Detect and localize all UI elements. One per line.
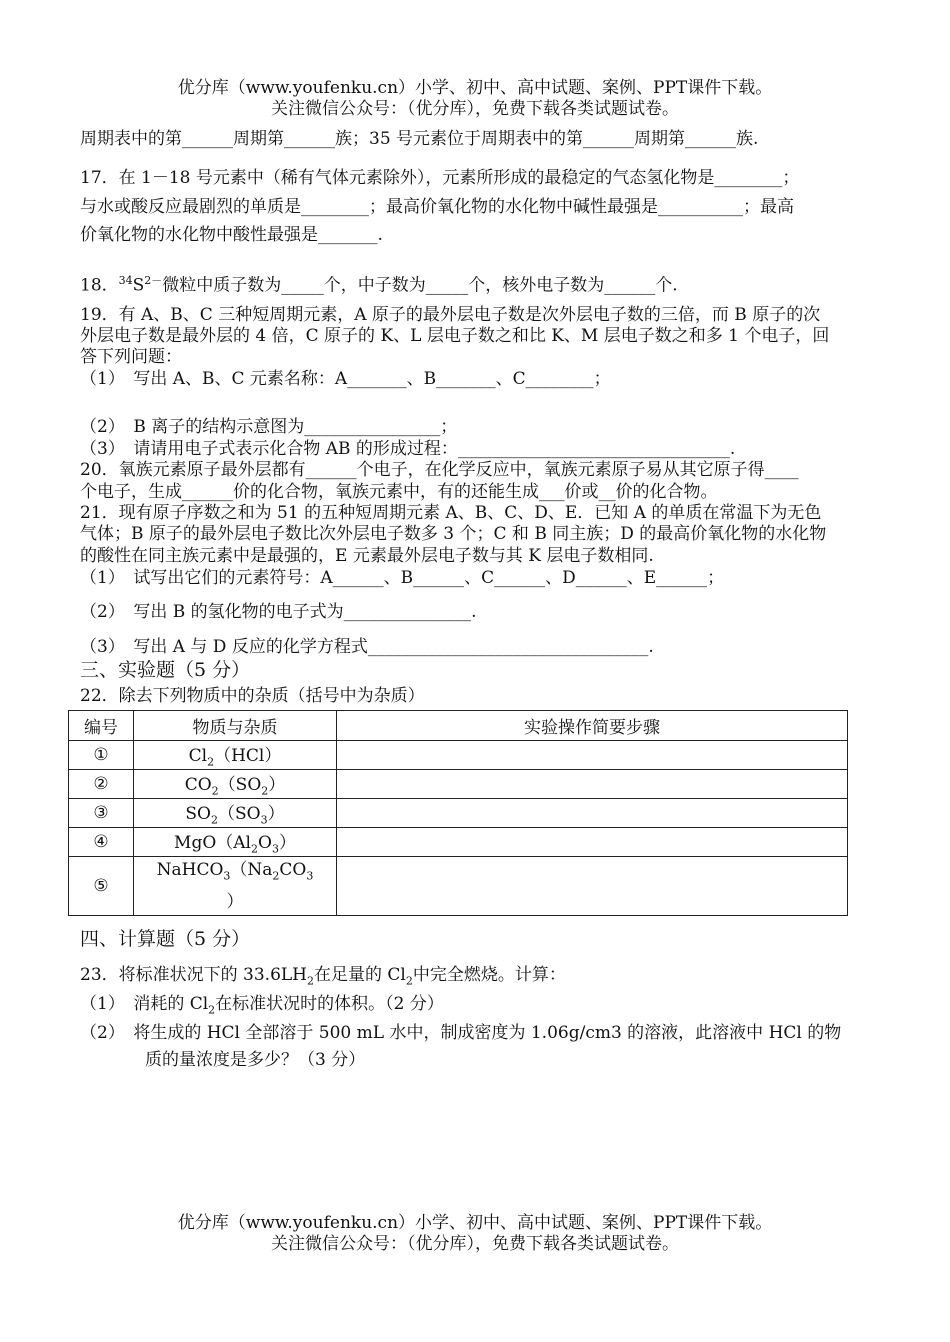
- impurity-table: [68, 710, 848, 916]
- q17-line-2: 与水或酸反应最剧烈的单质是________；最高价氧化物的水化物中碱性最强是__________；最高: [80, 197, 794, 217]
- row-steps-cell[interactable]: [337, 857, 848, 916]
- q23-line-1: 23．将标准状况下的 $33.6LH_2$在足量的 $Cl_2$中完全燃烧。计算：: [80, 965, 566, 988]
- q18-rest: 微粒中质子数为_____个，中子数为_____个，核外电子数为______个.: [162, 275, 678, 296]
- table-row: [69, 741, 848, 770]
- q18-prefix: 18．: [80, 275, 119, 296]
- row-number: ②: [69, 770, 134, 799]
- q17-line-1: 17．在 1－18 号元素中（稀有气体元素除外），元素所形成的最稳定的气态氢化物是________；: [80, 168, 800, 188]
- row-number: ④: [69, 828, 134, 857]
- header-substance: 物质与杂质: [134, 711, 337, 741]
- row-steps-cell[interactable]: [337, 828, 848, 857]
- row-number: ⑤: [69, 857, 134, 916]
- q19-part-2: （2） B 离子的结构示意图为________________；: [80, 417, 458, 437]
- header-line-2: 关注微信公众号：（优分库），免费下载各类试题试卷。: [271, 99, 679, 119]
- q21-part-1: （1） 试写出它们的元素符号：A______、B______、C______、D______、E______；: [80, 568, 725, 588]
- section-4-title: 四、计算题（5 分）: [80, 928, 251, 950]
- q23-part-2: （2） 将生成的 HCl 全部溶于 500 mL 水中，制成密度为 1.06g/cm3 的溶液，此溶液中 HCl 的物: [80, 1023, 842, 1043]
- table-row: [69, 770, 848, 799]
- row-steps-cell[interactable]: [337, 741, 848, 770]
- q19-line-1: 19．有 A、B、C 三种短周期元素，A 原子的最外层电子数是次外层电子数的三倍，而 B 原子的次: [80, 305, 821, 325]
- header-number: 编号: [69, 711, 134, 741]
- q23-part-1: （1） 消耗的 $Cl_2$在标准状况时的体积。（2 分）: [80, 994, 444, 1017]
- q18-line: [80, 270, 678, 297]
- table-header-row: [69, 711, 848, 741]
- table-row: [69, 828, 848, 857]
- q19-part-1: （1） 写出 A、B、C 元素名称：A_______、B_______、C________；: [80, 369, 611, 389]
- q22-text: 22．除去下列物质中的杂质（括号中为杂质）: [80, 686, 425, 706]
- q19-line-3: 答下列问题：: [80, 347, 182, 367]
- row-substance: $CO_2(SO_2)$: [134, 770, 337, 799]
- q21-line-2: 气体；B 原子的最外层电子数比次外层电子数多 3 个；C 和 B 同主族；D 的最高价氧化物的水化物: [80, 524, 827, 544]
- footer-line-2: 关注微信公众号：（优分库），免费下载各类试题试卷。: [271, 1234, 679, 1254]
- row-substance: $MgO(Al_2O_3)$: [134, 828, 337, 857]
- row-number: ③: [69, 799, 134, 828]
- footer-line-1: 优分库（www.youfenku.cn）小学、初中、高中试题、案例、PPT课件下载。: [177, 1213, 773, 1233]
- row-number: ①: [69, 741, 134, 770]
- row-substance: $NaHCO_3(Na_2CO_3$ ）: [134, 857, 337, 916]
- q23-part-2-cont: 质的量浓度是多少？（3 分）: [145, 1050, 366, 1070]
- row-substance: $Cl_2(HCl)$: [134, 741, 337, 770]
- q19-line-2: 外层电子数是最外层的 4 倍，C 原子的 K、L 层电子数之和比 K、M 层电子数之和多 1 个电子，回: [80, 326, 830, 346]
- q18-charge: 2－: [144, 274, 163, 287]
- q19-part-3: （3） 请请用电子式表示化合物 AB 的形成过程：________________________________.: [80, 439, 736, 459]
- q17-line-3: 价氧化物的水化物中酸性最强是_______.: [80, 225, 383, 245]
- row-steps-cell[interactable]: [337, 770, 848, 799]
- q18-mass-number: 34: [118, 274, 133, 287]
- row-steps-cell[interactable]: [337, 799, 848, 828]
- header-steps: 实验操作简要步骤: [337, 711, 848, 741]
- q20-line-2: 个电子，生成______价的化合物，氧族元素中，有的还能生成___价或__价的化合物。: [80, 482, 718, 502]
- q16-tail: 周期表中的第______周期第______族；35 号元素位于周期表中的第______周期第______族.: [80, 129, 759, 149]
- q20-line-1: 20．氧族元素原子最外层都有______个电子，在化学反应中，氧族元素原子易从其它原子得____: [80, 460, 799, 480]
- section-3-title: 三、实验题（5 分）: [80, 659, 251, 681]
- q21-part-3: （3） 写出 A 与 D 反应的化学方程式_________________________________.: [80, 637, 654, 657]
- q18-symbol: S: [132, 275, 145, 296]
- table-row: [69, 799, 848, 828]
- q21-part-2: （2） 写出 B 的氢化物的电子式为_______________.: [80, 602, 477, 622]
- row-substance: $SO_2(SO_3)$: [134, 799, 337, 828]
- table-row: [69, 857, 848, 916]
- q21-line-1: 21．现有原子序数之和为 51 的五种短周期元素 A、B、C、D、E．已知 A 的单质在常温下为无色: [80, 503, 822, 523]
- q21-line-3: 的酸性在同主族元素中是最强的，E 元素最外层电子数与其 K 层电子数相同.: [80, 546, 654, 566]
- header-line-1: 优分库（www.youfenku.cn）小学、初中、高中试题、案例、PPT课件下载。: [177, 78, 773, 98]
